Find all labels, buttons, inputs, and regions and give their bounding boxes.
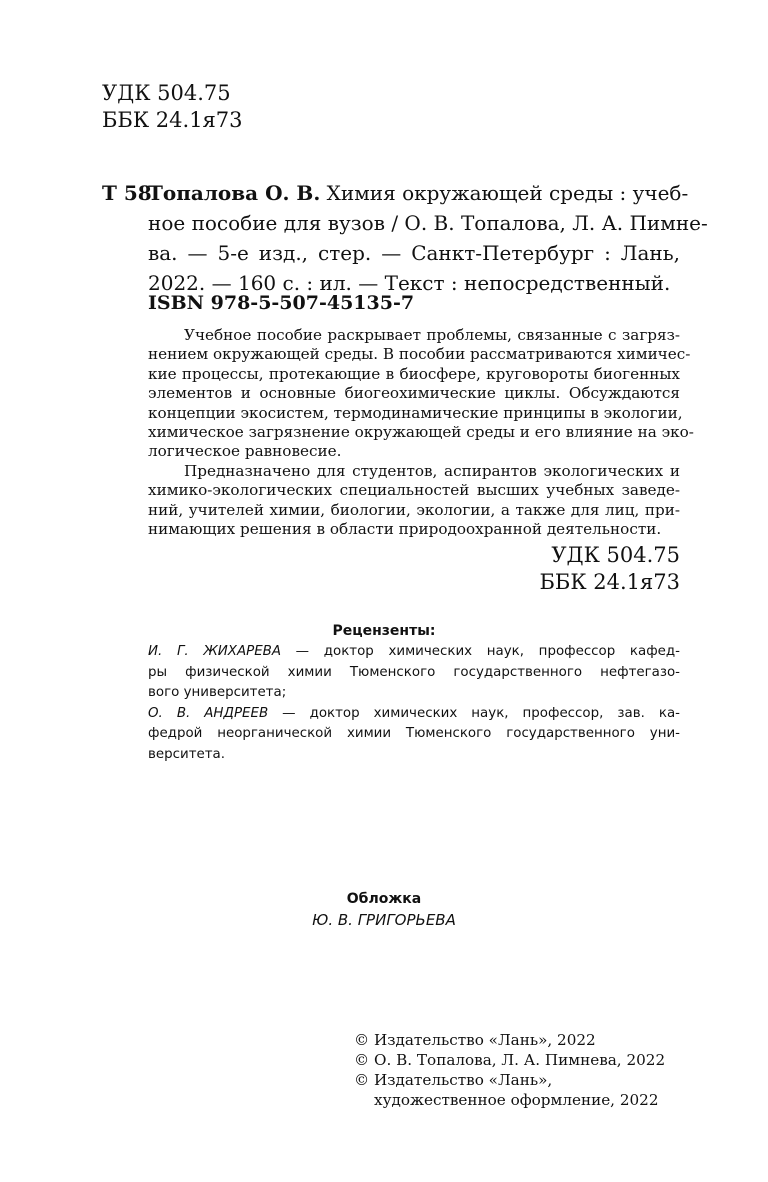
reviewer-2-line-2: федрой неорганической химии Тюменского государственного уни- (148, 726, 680, 742)
annotation-line: нением окружающей среды. В пособии рассматриваются химичес- (148, 345, 691, 364)
bbk-code: ББК 24.1я73 (102, 108, 243, 132)
annotation-line: кие процессы, протекающие в биосфере, круговороты биогенных (148, 364, 680, 383)
entry-line-2: ное пособие для вузов / О. В. Топалова, Л. А. Пимне- (148, 211, 708, 235)
annotation-line: концепции экосистем, термодинамические принципы в экологии, (148, 403, 683, 422)
classification-codes-bottom (539, 542, 680, 596)
copyright-block (354, 1030, 680, 1110)
annotation-line: химико-экологических специальностей высших учебных заведе- (148, 481, 680, 500)
cover-heading: Обложка (346, 891, 422, 907)
copyright-icon: © (354, 1051, 370, 1069)
reviewer-2-name: О. В. АНДРЕЕВ (148, 705, 269, 721)
entry-line-3: ва. — 5-е изд., стер. — Санкт-Петербург : Лань, (148, 241, 680, 265)
annotation-line: химическое загрязнение окружающей среды и его влияние на эко- (148, 423, 694, 442)
reviewer-1-line-3: вого университета; (148, 685, 287, 701)
copyright-line-4: художественное оформление, 2022 (374, 1091, 659, 1109)
annotation (148, 326, 694, 539)
bibliographic-entry (148, 178, 708, 298)
reviewers-list (148, 642, 680, 766)
annotation-line: логическое равновесие. (148, 442, 342, 461)
copyright-line-2: © О. В. Топалова, Л. А. Пимнева, 2022 (354, 1051, 666, 1069)
reviewers-heading: Рецензенты: (332, 623, 436, 639)
annotation-line: Учебное пособие раскрывает проблемы, связанные с загряз- (184, 326, 680, 344)
author-mark: Т 58 (102, 181, 152, 205)
udk-code-bottom: УДК 504.75 (551, 543, 680, 567)
reviewer-1-line-1: И. Г. ЖИХАРЕВА — доктор химических наук, профессор кафед- (148, 644, 680, 659)
bbk-code-bottom: ББК 24.1я73 (539, 570, 680, 594)
classification-codes-top (102, 80, 243, 134)
reviewer-2-line-1: О. В. АНДРЕЕВ — доктор химических наук, профессор, зав. ка- (148, 705, 680, 721)
entry-line-1 (148, 178, 689, 208)
cover-artist: Ю. В. ГРИГОРЬЕВА (312, 911, 456, 929)
copyright-icon: © (354, 1031, 370, 1049)
annotation-line: Предназначено для студентов, аспирантов экологических и (184, 461, 680, 480)
reviewer-1-line-2: ры физической химии Тюменского государственного нефтегазо- (148, 664, 680, 680)
entry-author: Топалова О. В. (148, 181, 321, 205)
udk-code: УДК 504.75 (102, 81, 231, 105)
annotation-line: нимающих решения в области природоохранной деятельности. (148, 520, 662, 539)
copyright-icon: © (354, 1071, 370, 1089)
entry-title-part: Химия окружающей среды : учеб- (326, 181, 689, 205)
copyright-line-3: © Издательство «Лань», (354, 1071, 553, 1089)
reviewer-1-name: И. Г. ЖИХАРЕВА (148, 644, 281, 659)
annotation-line: элементов и основные биогеохимические циклы. Обсуждаются (148, 384, 680, 403)
copyright-line-1: © Издательство «Лань», 2022 (354, 1031, 596, 1049)
annotation-line: ний, учителей химии, биологии, экологии, а также для лиц, при- (148, 500, 680, 519)
entry-line-4: 2022. — 160 с. : ил. — Текст : непосредственный. (148, 271, 671, 295)
isbn: ISBN 978-5-507-45135-7 (148, 292, 415, 314)
reviewer-2-line-3: верситета. (148, 746, 225, 762)
